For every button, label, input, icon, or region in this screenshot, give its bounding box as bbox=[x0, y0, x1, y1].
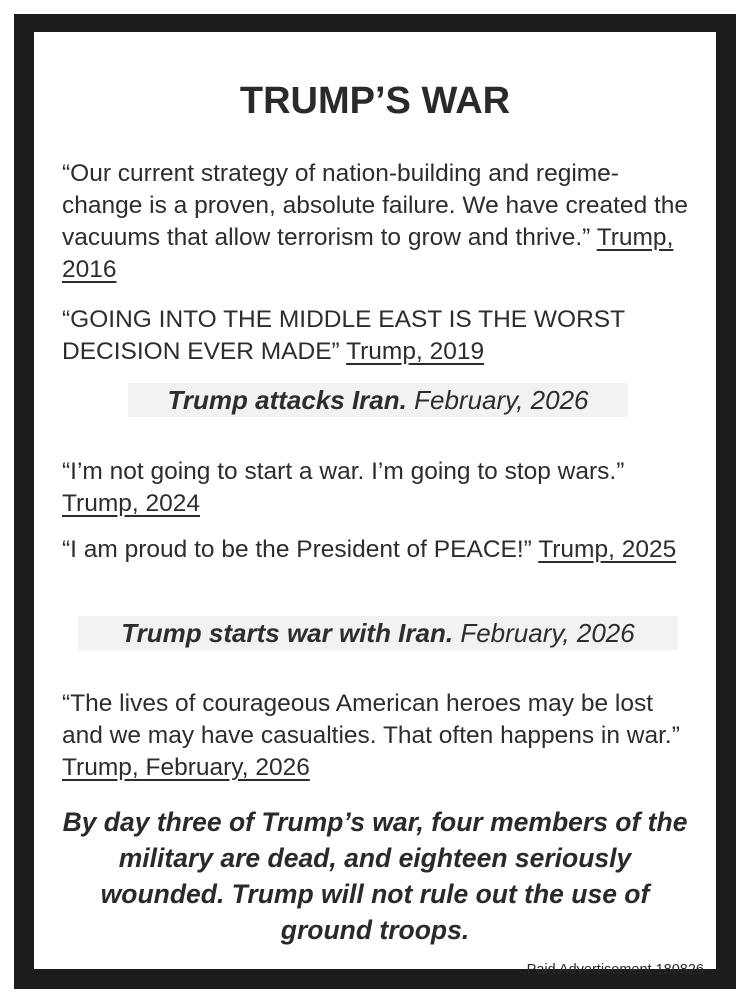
quote-text: “Our current strategy of nation-building and regime-change is a proven, absolute failure. We have created the vacuums that allow terrorism to grow and thrive.” bbox=[62, 160, 689, 251]
quote-citation: Trump, 2016 bbox=[62, 224, 674, 283]
quote-citation: Trump, February, 2026 bbox=[62, 754, 310, 781]
closing-statement: By day three of Trump’s war, four members of the military are dead, and eighteen seriously wounded. Trump will not rule out the use of ground troops. bbox=[62, 807, 688, 945]
quote-2019 bbox=[62, 304, 692, 368]
paid-advertisement-label: Paid Advertisement 180826 bbox=[526, 962, 704, 978]
ad-card bbox=[34, 32, 716, 978]
quote-2016 bbox=[62, 158, 692, 286]
headline-attacks-iran bbox=[128, 383, 628, 417]
headline-bold: Trump starts war with Iran. bbox=[121, 618, 454, 648]
ad-title: TRUMP’S WAR bbox=[239, 80, 511, 122]
quote-text: “The lives of courageous American heroes may be lost and we may have casualties. That often happens in war.” bbox=[62, 690, 680, 749]
headline-date: February, 2026 bbox=[460, 618, 635, 648]
ad-border bbox=[14, 14, 736, 989]
quote-citation: Trump, 2025 bbox=[538, 536, 677, 563]
quote-feb-2026 bbox=[62, 688, 692, 784]
headline-starts-war bbox=[78, 616, 678, 650]
quote-text: “GOING INTO THE MIDDLE EAST IS THE WORST DECISION EVER MADE” bbox=[62, 306, 625, 365]
quote-text: “I’m not going to start a war. I’m going to stop wars.” bbox=[62, 458, 625, 485]
quote-citation: Trump, 2019 bbox=[346, 338, 485, 365]
quote-2025 bbox=[62, 534, 692, 566]
quote-citation: Trump, 2024 bbox=[62, 490, 200, 517]
quote-2024 bbox=[62, 456, 692, 520]
headline-bold: Trump attacks Iran. bbox=[167, 385, 407, 415]
quote-text: “I am proud to be the President of PEACE!” bbox=[62, 536, 532, 563]
headline-date: February, 2026 bbox=[414, 385, 589, 415]
